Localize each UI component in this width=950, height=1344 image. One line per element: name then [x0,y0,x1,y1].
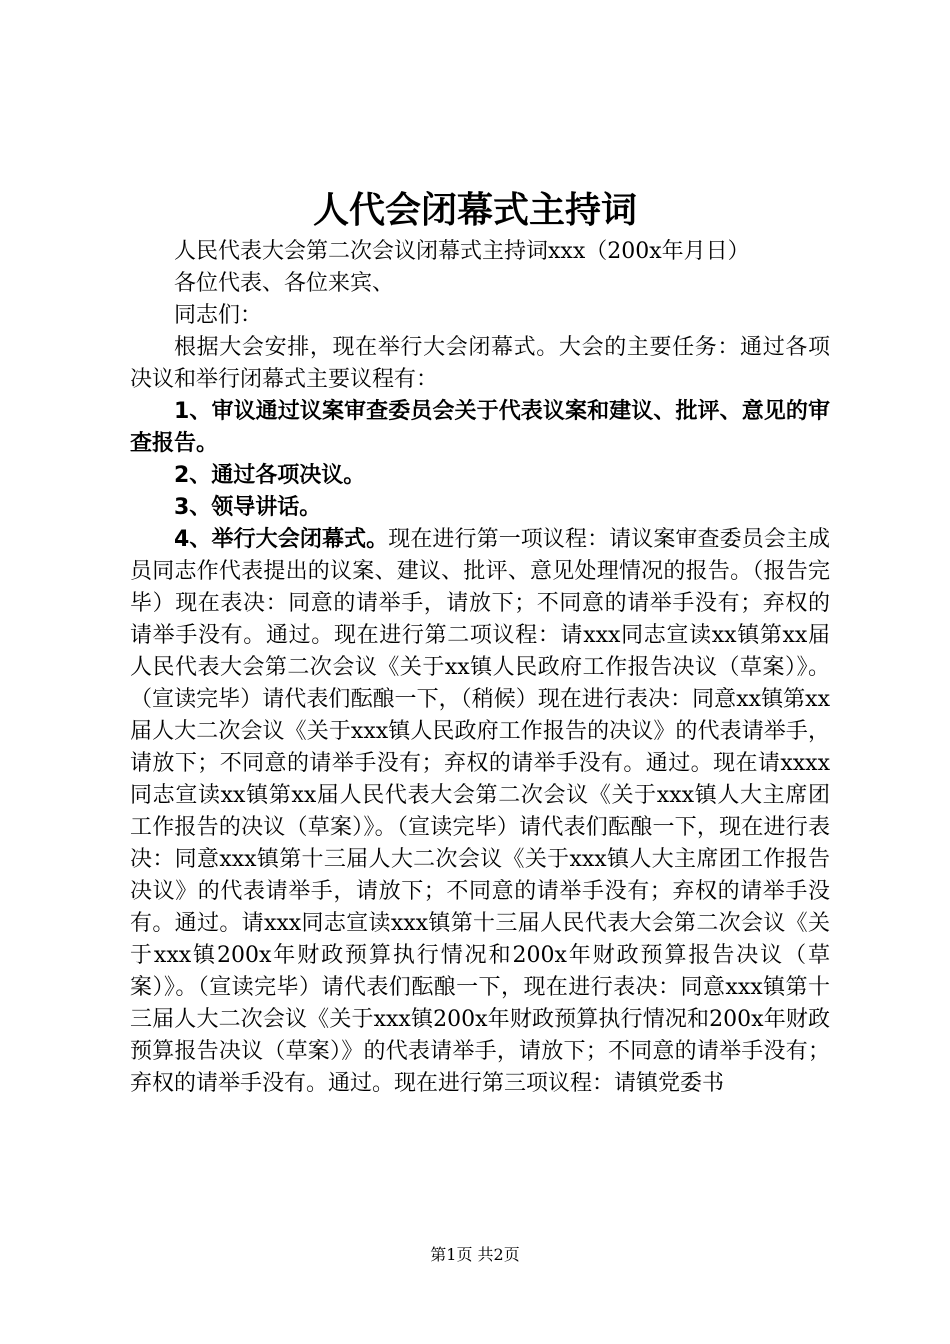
agenda-item-4-text: 现在进行第一项议程：请议案审查委员会主成员同志作代表提出的议案、建议、批评、意见处理情况的报告。（报告完毕）现在表决：同意的请举手，请放下；不同意的请举手没有；弃权的请举手没有。通过。现在进行第二项议程：请xxx同志宣读xx镇第xx届人民代表大会第二次会议《关于xx镇人民政府工作报告决议（草案）》。（宣读完毕）请代表们酝酿一下，（稍候）现在进行表决：同意xx镇第xx届人大二次会议《关于xxx镇人民政府工作报告的决议》的代表请举手，请放下；不同意的请举手没有；弃权的请举手没有。通过。现在请xxxx同志宣读xx镇第xx届人民代表大会第二次会议《关于xxx镇人大主席团工作报告的决议（草案）》。（宣读完毕）请代表们酝酿一下，现在进行表决：同意xxx镇第十三届人大二次会议《关于xxx镇人大主席团工作报告决议》的代表请举手，请放下；不同意的请举手没有；弃权的请举手没有。通过。请xxx同志宣读xxx镇第十三届人民代表大会第二次会议《关于xxx镇200x年财政预算执行情况和200x年财政预算报告决议（草案）》。（宣读完毕）请代表们酝酿一下，现在进行表决：同意xxx镇第十三届人大二次会议《关于xxx镇200x年财政预算执行情况和200x年财政预算报告决议（草案）》的代表请举手，请放下；不同意的请举手没有；弃权的请举手没有。通过。现在进行第三项议程：请镇党委书 [130,527,830,1096]
page-number: 第1页 共2页 [430,1245,520,1264]
agenda-item-4-heading: 4、举行大会闭幕式。 [174,527,389,552]
paragraph-greeting: 各位代表、各位来宾、 [174,271,395,296]
document-body [130,236,830,1100]
agenda-item-1: 1、审议通过议案审查委员会关于代表议案和建议、批评、意见的审查报告。 [130,399,830,456]
agenda-item-3: 3、领导讲话。 [174,495,322,520]
agenda-item-4 [130,524,830,1100]
agenda-item-2: 2、通过各项决议。 [174,463,366,488]
paragraph-address: 同志们： [174,303,263,328]
paragraph-intro: 根据大会安排，现在举行大会闭幕式。大会的主要任务：通过各项决议和举行闭幕式主要议程有： [130,335,830,392]
document-title: 人代会闭幕式主持词 [312,189,637,231]
paragraph-heading-line: 人民代表大会第二次会议闭幕式主持词xxx（200x年月日） [174,239,750,264]
